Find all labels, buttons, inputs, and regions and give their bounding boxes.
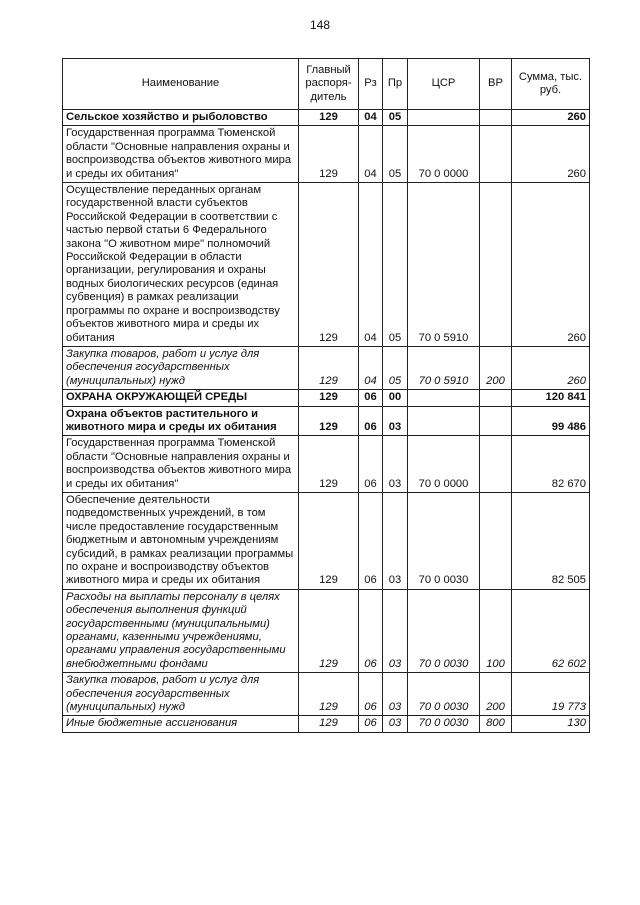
header-chief-manager: Главный распоря-дитель <box>299 59 359 110</box>
cell-section: 06 <box>359 589 383 672</box>
cell-section: 06 <box>359 716 383 732</box>
table-row <box>63 126 590 183</box>
cell-sum: 82 505 <box>512 492 590 589</box>
cell-chief-manager: 129 <box>299 183 359 347</box>
cell-target-article: 70 0 5910 <box>408 346 480 389</box>
cell-target-article: 70 0 0030 <box>408 716 480 732</box>
cell-subsection: 03 <box>383 716 408 732</box>
cell-sum: 130 <box>512 716 590 732</box>
cell-section: 06 <box>359 492 383 589</box>
header-section: Рз <box>359 59 383 110</box>
cell-expense-type: 100 <box>480 589 512 672</box>
cell-sum: 260 <box>512 110 590 126</box>
cell-section: 06 <box>359 390 383 406</box>
cell-expense-type <box>480 183 512 347</box>
cell-subsection: 05 <box>383 183 408 347</box>
cell-target-article: 70 0 0030 <box>408 589 480 672</box>
cell-section: 06 <box>359 406 383 436</box>
cell-section: 04 <box>359 126 383 183</box>
cell-section: 04 <box>359 183 383 347</box>
table-row <box>63 436 590 493</box>
header-name: Наименование <box>63 59 299 110</box>
cell-target-article: 70 0 0030 <box>408 492 480 589</box>
cell-sum: 120 841 <box>512 390 590 406</box>
cell-expense-type <box>480 492 512 589</box>
cell-sum: 260 <box>512 346 590 389</box>
cell-subsection: 03 <box>383 673 408 716</box>
table-row <box>63 589 590 672</box>
cell-chief-manager: 129 <box>299 346 359 389</box>
cell-name: Осуществление переданных органам государственной власти субъектов Российской Федерации в соответствии с частью первой статьи 6 Федерального закона "О животном мире" полномочий Российской Федерации в области организации, регулирования и охраны водных биологических ресурсов (единая субвенция) в рамках реализации программы по охране и воспроизводству объектов животного мира и среды их обитания <box>63 183 299 347</box>
table-row <box>63 390 590 406</box>
cell-target-article <box>408 110 480 126</box>
cell-subsection: 03 <box>383 406 408 436</box>
budget-table <box>62 58 590 733</box>
table-row <box>63 183 590 347</box>
cell-subsection: 00 <box>383 390 408 406</box>
cell-expense-type <box>480 406 512 436</box>
cell-chief-manager: 129 <box>299 110 359 126</box>
header-expense-type: ВР <box>480 59 512 110</box>
table-row <box>63 406 590 436</box>
cell-subsection: 03 <box>383 492 408 589</box>
cell-target-article: 70 0 0030 <box>408 673 480 716</box>
cell-chief-manager: 129 <box>299 406 359 436</box>
cell-name: Обеспечение деятельности подведомственных учреждений, в том числе предоставление государственным бюджетным и автономным учреждениям субсидий, в рамках реализации программы по охране и воспроизводству объектов животного мира и среды их обитания <box>63 492 299 589</box>
cell-subsection: 05 <box>383 110 408 126</box>
cell-subsection: 03 <box>383 436 408 493</box>
cell-name: Государственная программа Тюменской области "Основные направления охраны и воспроизводства объектов животного мира и среды их обитания" <box>63 436 299 493</box>
cell-chief-manager: 129 <box>299 126 359 183</box>
cell-sum: 62 602 <box>512 589 590 672</box>
header-subsection: Пр <box>383 59 408 110</box>
table-row <box>63 346 590 389</box>
cell-sum: 260 <box>512 183 590 347</box>
cell-section: 04 <box>359 346 383 389</box>
header-row <box>63 59 590 110</box>
cell-name: Закупка товаров, работ и услуг для обеспечения государственных (муниципальных) нужд <box>63 673 299 716</box>
cell-section: 06 <box>359 673 383 716</box>
cell-subsection: 05 <box>383 126 408 183</box>
cell-chief-manager: 129 <box>299 390 359 406</box>
cell-name: Закупка товаров, работ и услуг для обеспечения государственных (муниципальных) нужд <box>63 346 299 389</box>
cell-expense-type: 800 <box>480 716 512 732</box>
cell-chief-manager: 129 <box>299 716 359 732</box>
cell-target-article: 70 0 5910 <box>408 183 480 347</box>
cell-name: Иные бюджетные ассигнования <box>63 716 299 732</box>
cell-target-article: 70 0 0000 <box>408 436 480 493</box>
cell-expense-type <box>480 110 512 126</box>
cell-name: Охрана объектов растительного и животного мира и среды их обитания <box>63 406 299 436</box>
cell-sum: 99 486 <box>512 406 590 436</box>
cell-subsection: 05 <box>383 346 408 389</box>
table-row <box>63 716 590 732</box>
cell-section: 04 <box>359 110 383 126</box>
cell-expense-type: 200 <box>480 346 512 389</box>
cell-expense-type <box>480 436 512 493</box>
cell-expense-type <box>480 390 512 406</box>
cell-chief-manager: 129 <box>299 673 359 716</box>
cell-name: Расходы на выплаты персоналу в целях обеспечения выполнения функций государственными (муниципальными) органами, казенными учреждениями, органами управления государственными внебюджетными фондами <box>63 589 299 672</box>
cell-chief-manager: 129 <box>299 436 359 493</box>
cell-sum: 19 773 <box>512 673 590 716</box>
cell-chief-manager: 129 <box>299 589 359 672</box>
page-number: 148 <box>309 18 331 32</box>
table-row <box>63 673 590 716</box>
header-target-article: ЦСР <box>408 59 480 110</box>
table-body <box>63 110 590 733</box>
cell-target-article: 70 0 0000 <box>408 126 480 183</box>
table-row <box>63 110 590 126</box>
cell-name: Государственная программа Тюменской области "Основные направления охраны и воспроизводства объектов животного мира и среды их обитания" <box>63 126 299 183</box>
cell-expense-type: 200 <box>480 673 512 716</box>
cell-sum: 82 670 <box>512 436 590 493</box>
cell-target-article <box>408 406 480 436</box>
cell-sum: 260 <box>512 126 590 183</box>
header-sum: Сумма, тыс. руб. <box>512 59 590 110</box>
cell-target-article <box>408 390 480 406</box>
cell-name: ОХРАНА ОКРУЖАЮЩЕЙ СРЕДЫ <box>63 390 299 406</box>
cell-chief-manager: 129 <box>299 492 359 589</box>
cell-subsection: 03 <box>383 589 408 672</box>
cell-expense-type <box>480 126 512 183</box>
table-row <box>63 492 590 589</box>
cell-name: Сельское хозяйство и рыболовство <box>63 110 299 126</box>
cell-section: 06 <box>359 436 383 493</box>
